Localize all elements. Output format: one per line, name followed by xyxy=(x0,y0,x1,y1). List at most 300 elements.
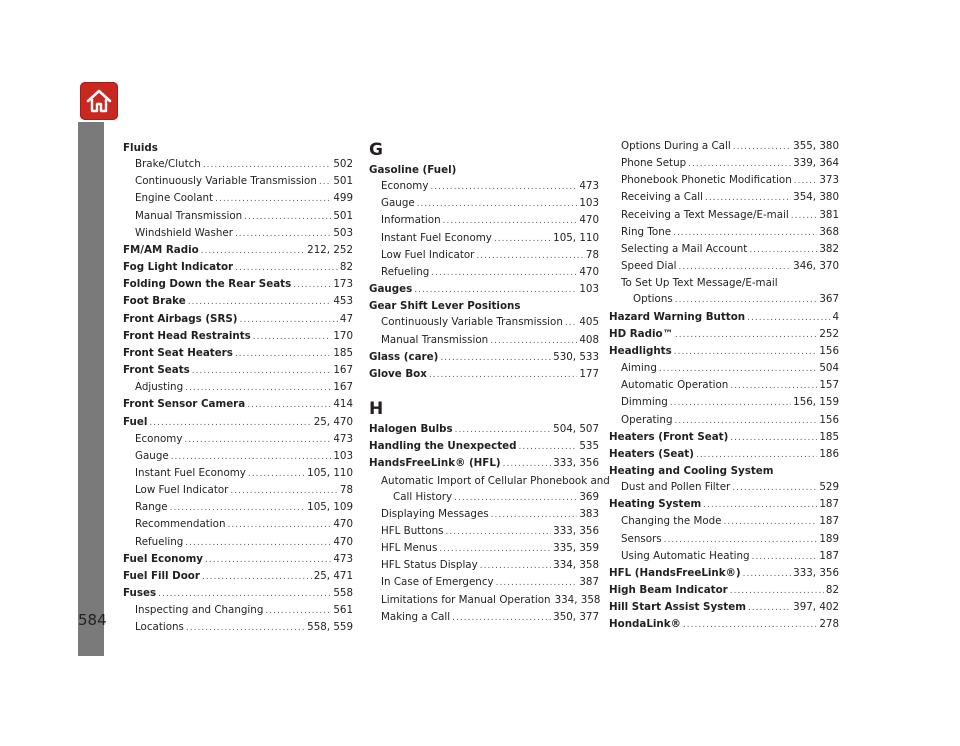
dot-leader xyxy=(730,430,817,446)
page-reference-link[interactable]: 333, 356 xyxy=(553,524,599,537)
dot-leader xyxy=(480,558,551,574)
dot-leader xyxy=(743,566,792,582)
index-subentry[interactable] xyxy=(609,241,839,258)
page-reference-link[interactable]: 167 xyxy=(333,381,353,394)
index-entry[interactable] xyxy=(369,438,599,455)
entry-label: HondaLink® xyxy=(609,618,681,631)
page-reference-link[interactable]: 157 xyxy=(819,379,839,392)
page-reference-link[interactable]: 105, 110 xyxy=(553,231,599,244)
page-reference-link[interactable]: 278 xyxy=(819,618,839,631)
page-reference-link[interactable]: 339, 364 xyxy=(793,157,839,170)
page-reference-link[interactable]: 334, 358 xyxy=(553,559,599,572)
index-heading: Gasoline (Fuel) xyxy=(369,164,457,176)
entry-label: Range xyxy=(135,501,168,514)
page-reference-link[interactable]: 189 xyxy=(819,532,839,545)
dot-leader xyxy=(670,395,791,411)
index-heading: Gear Shift Lever Positions xyxy=(369,300,521,313)
entry-label: In Case of Emergency xyxy=(381,576,494,589)
page-reference-link[interactable]: 82 xyxy=(339,261,353,274)
entry-label: HFL Buttons xyxy=(381,524,444,537)
index-subentry[interactable] xyxy=(369,314,599,331)
index-entry[interactable] xyxy=(123,362,353,379)
dot-leader xyxy=(748,600,791,616)
entry-label: Recommendation xyxy=(135,518,226,531)
entry-label: Inspecting and Changing xyxy=(135,604,264,617)
entry-label: Making a Call xyxy=(381,610,451,623)
entry-label: Engine Coolant xyxy=(135,192,214,205)
index-entry[interactable] xyxy=(123,276,353,293)
page-reference-link[interactable]: 382 xyxy=(819,242,839,255)
entry-label: Dimming xyxy=(621,396,668,409)
index-entry[interactable] xyxy=(123,396,353,413)
index-entry[interactable] xyxy=(123,328,353,345)
dot-leader xyxy=(565,315,577,331)
page-reference-link[interactable]: 501 xyxy=(333,209,353,222)
page-reference-link[interactable]: 335, 359 xyxy=(553,542,599,555)
index-entry[interactable] xyxy=(123,293,353,310)
dot-leader xyxy=(749,242,817,258)
section-spacer xyxy=(369,383,599,399)
index-entry[interactable] xyxy=(609,599,839,616)
dot-leader xyxy=(455,422,551,438)
index-subentry[interactable] xyxy=(609,155,839,172)
dot-leader xyxy=(293,277,331,293)
page-reference-link[interactable]: 185 xyxy=(333,346,353,359)
dot-leader xyxy=(201,243,305,259)
index-subentry[interactable] xyxy=(369,332,599,349)
dot-leader xyxy=(674,344,818,360)
entry-label: HFL (HandsFreeLink®) xyxy=(609,566,741,579)
dot-leader xyxy=(430,179,577,195)
page-reference-link[interactable]: 405 xyxy=(579,316,599,329)
index-subentry[interactable] xyxy=(369,574,599,591)
home-icon xyxy=(85,88,113,114)
index-subentry[interactable] xyxy=(609,531,839,548)
page-reference-link[interactable]: 177 xyxy=(579,367,599,380)
page-reference-link[interactable]: 103 xyxy=(579,283,599,296)
dot-leader xyxy=(724,514,818,530)
dot-leader xyxy=(675,327,817,343)
entry-label: Speed Dial xyxy=(621,260,677,273)
dot-leader xyxy=(244,209,331,225)
dot-leader xyxy=(431,265,577,281)
entry-label: Front Seats xyxy=(123,364,190,377)
page-reference-link[interactable]: 367 xyxy=(819,293,839,306)
page-reference-link[interactable]: 470 xyxy=(579,214,599,227)
index-entry[interactable] xyxy=(369,421,599,438)
page-reference-link[interactable]: 408 xyxy=(579,333,599,346)
index-subentry[interactable] xyxy=(609,548,839,565)
entry-label: Windshield Washer xyxy=(135,226,233,239)
index-entry[interactable] xyxy=(609,343,839,360)
page-reference-link[interactable]: 354, 380 xyxy=(793,191,839,204)
index-subentry[interactable] xyxy=(369,178,599,195)
page-reference-link[interactable]: 373 xyxy=(819,174,839,187)
dot-leader xyxy=(192,363,332,379)
entry-label: Economy xyxy=(135,432,183,445)
section-letter: H xyxy=(369,399,384,420)
page-reference-link[interactable]: 334, 358 xyxy=(554,593,601,606)
index-subentry[interactable] xyxy=(123,431,353,448)
dot-leader xyxy=(230,483,337,499)
index-entry[interactable] xyxy=(609,496,839,513)
dot-leader xyxy=(215,191,331,207)
dot-leader xyxy=(188,294,332,310)
index-subentry[interactable] xyxy=(123,534,353,551)
page-reference-link[interactable]: 167 xyxy=(333,364,353,377)
index-subentry[interactable] xyxy=(609,224,839,241)
page-reference-link[interactable]: 558, 559 xyxy=(307,621,353,634)
index-subentry[interactable] xyxy=(609,258,839,275)
page-reference-link[interactable]: 252 xyxy=(819,327,839,340)
index-heading: Heating and Cooling System xyxy=(609,464,774,477)
index-subentry[interactable] xyxy=(369,609,599,626)
page-reference-link[interactable]: 561 xyxy=(333,604,353,617)
index-entry[interactable] xyxy=(609,565,839,582)
index-subentry[interactable] xyxy=(123,516,353,533)
dot-leader xyxy=(730,583,824,599)
entry-label: Glass (care) xyxy=(369,350,439,363)
dot-leader xyxy=(673,225,817,241)
entry-label: Sensors xyxy=(621,532,662,545)
dot-leader xyxy=(429,367,577,383)
dot-leader xyxy=(248,466,305,482)
dot-leader xyxy=(185,380,331,396)
index-column-3 xyxy=(609,138,839,634)
dot-leader xyxy=(794,173,818,189)
index-subentry[interactable] xyxy=(609,513,839,530)
page-reference-link[interactable]: 470 xyxy=(579,265,599,278)
entry-label: Glove Box xyxy=(369,367,427,380)
entry-label: Phonebook Phonetic Modification xyxy=(621,174,792,187)
index-subentry[interactable] xyxy=(123,173,353,190)
page-reference-link[interactable]: 25, 470 xyxy=(313,415,353,428)
dot-leader xyxy=(454,490,577,506)
index-subentry[interactable] xyxy=(369,506,599,523)
index-subentry[interactable] xyxy=(369,264,599,281)
dot-leader xyxy=(747,310,830,326)
index-subentry-label: To Set Up Text Message/E-mail xyxy=(621,277,778,290)
index-subentry[interactable] xyxy=(123,619,353,636)
index-subentry[interactable] xyxy=(123,448,353,465)
index-subentry[interactable] xyxy=(123,225,353,242)
index-subentry[interactable] xyxy=(123,190,353,207)
index-entry[interactable] xyxy=(369,366,599,383)
dot-leader xyxy=(205,552,331,568)
dot-leader xyxy=(202,569,312,585)
dot-leader xyxy=(184,432,331,448)
page-reference-link[interactable]: 25, 471 xyxy=(313,569,353,582)
entry-label: Changing the Mode xyxy=(621,515,722,528)
dot-leader xyxy=(235,260,338,276)
page-reference-link[interactable]: 501 xyxy=(333,175,353,188)
index-subentry[interactable] xyxy=(123,499,353,516)
index-entry[interactable] xyxy=(369,455,599,472)
entry-label: Front Head Restraints xyxy=(123,329,251,342)
entry-label: Refueling xyxy=(381,265,430,278)
sidebar-label: Index xyxy=(153,712,166,746)
index-entry[interactable] xyxy=(123,568,353,585)
index-subentry[interactable] xyxy=(123,465,353,482)
entry-label: Heaters (Front Seat) xyxy=(609,430,729,443)
index-entry[interactable] xyxy=(609,582,839,599)
page-reference-link[interactable]: 105, 109 xyxy=(307,501,353,514)
page-reference-link[interactable]: 503 xyxy=(333,226,353,239)
entry-label: Economy xyxy=(381,180,429,193)
entry-label: FM/AM Radio xyxy=(123,243,199,256)
index-entry[interactable] xyxy=(123,259,353,276)
dot-leader xyxy=(185,535,331,551)
entry-label: Using Automatic Heating xyxy=(621,549,750,562)
entry-label: Options xyxy=(633,293,673,306)
page-reference-link[interactable]: 473 xyxy=(333,432,353,445)
dot-leader xyxy=(679,259,792,275)
dot-leader xyxy=(664,532,818,548)
page-reference-link[interactable]: 105, 110 xyxy=(307,466,353,479)
page-reference-link[interactable]: 387 xyxy=(579,576,599,589)
dot-leader xyxy=(519,439,578,455)
page-reference-link[interactable]: 369 xyxy=(579,490,599,503)
page-reference-link[interactable]: 212, 252 xyxy=(307,243,353,256)
page-reference-link[interactable]: 187 xyxy=(819,549,839,562)
entry-label: Fuel Economy xyxy=(123,552,204,565)
entry-label: Gauge xyxy=(135,449,169,462)
entry-label: Receiving a Call xyxy=(621,191,703,204)
dot-leader xyxy=(752,549,818,565)
dot-leader xyxy=(171,449,332,465)
page-reference-link[interactable]: 355, 380 xyxy=(793,140,839,152)
page-reference-link[interactable]: 414 xyxy=(333,398,353,411)
entry-label: Dust and Pollen Filter xyxy=(621,481,731,494)
dot-leader xyxy=(265,603,331,619)
section-letter: G xyxy=(369,140,383,160)
dot-leader xyxy=(496,575,578,591)
entry-label: Instant Fuel Economy xyxy=(135,466,246,479)
dot-leader xyxy=(446,524,552,540)
index-subentry[interactable] xyxy=(369,247,599,264)
index-subentry[interactable] xyxy=(609,138,839,155)
index-subentry[interactable] xyxy=(369,592,599,609)
entry-label: Information xyxy=(381,214,441,227)
entry-label: Heaters (Seat) xyxy=(609,447,694,460)
home-button[interactable] xyxy=(80,82,118,120)
index-entry[interactable] xyxy=(369,349,599,366)
dot-leader xyxy=(491,507,578,523)
index-entry[interactable] xyxy=(123,311,353,328)
entry-label: Limitations for Manual Operation xyxy=(381,593,551,606)
page-reference-link[interactable]: 82 xyxy=(825,584,839,597)
page-reference-link[interactable]: 473 xyxy=(579,180,599,193)
index-subentry[interactable] xyxy=(369,195,599,212)
entry-label: Locations xyxy=(135,621,184,634)
entry-label: Selecting a Mail Account xyxy=(621,242,748,255)
dot-leader xyxy=(674,413,817,429)
dot-leader xyxy=(452,610,551,626)
page-reference-link[interactable]: 502 xyxy=(333,158,353,171)
dot-leader xyxy=(203,157,332,173)
dot-leader xyxy=(696,447,817,463)
index-entry[interactable] xyxy=(123,414,353,431)
dot-leader xyxy=(158,586,331,602)
dot-leader xyxy=(659,361,817,377)
entry-label: Low Fuel Indicator xyxy=(135,484,229,497)
page-reference-link[interactable]: 504 xyxy=(819,362,839,375)
dot-leader xyxy=(227,517,331,533)
page-reference-link[interactable]: 453 xyxy=(333,295,353,308)
dot-leader xyxy=(730,378,817,394)
index-subentry[interactable] xyxy=(609,412,839,429)
dot-leader xyxy=(235,226,331,242)
entry-label: Fuel xyxy=(123,415,148,428)
page-reference-link[interactable]: 333, 356 xyxy=(553,457,599,470)
page-reference-link[interactable]: 397, 402 xyxy=(793,601,839,614)
page-reference-link[interactable]: 529 xyxy=(819,481,839,494)
page-reference-link[interactable]: 381 xyxy=(819,208,839,221)
page-reference-link[interactable]: 473 xyxy=(333,552,353,565)
entry-label: Receiving a Text Message/E-mail xyxy=(621,208,789,221)
page-reference-link[interactable]: 346, 370 xyxy=(793,260,839,273)
entry-label: Fuel Fill Door xyxy=(123,569,200,582)
page-reference-link[interactable]: 185 xyxy=(819,430,839,443)
dot-leader xyxy=(414,282,577,298)
index-entry[interactable] xyxy=(609,429,839,446)
page-reference-link[interactable]: 78 xyxy=(585,248,599,261)
index-entry[interactable] xyxy=(123,585,353,602)
page-reference-link[interactable]: 156 xyxy=(819,413,839,426)
index-subentry[interactable] xyxy=(609,291,839,308)
page-reference-link[interactable]: 368 xyxy=(819,225,839,238)
index-subentry[interactable] xyxy=(123,208,353,225)
page-reference-link[interactable]: 470 xyxy=(333,535,353,548)
page-reference-link[interactable]: 47 xyxy=(339,312,353,325)
dot-leader xyxy=(732,480,817,496)
index-subentry[interactable] xyxy=(609,377,839,394)
index-subentry[interactable] xyxy=(609,479,839,496)
entry-label: Gauges xyxy=(369,283,413,296)
page-reference-link[interactable]: 103 xyxy=(579,197,599,210)
entry-label: Brake/Clutch xyxy=(135,158,201,171)
dot-leader xyxy=(688,156,791,172)
entry-label: Headlights xyxy=(609,344,672,357)
dot-leader xyxy=(476,248,583,264)
page-reference-link[interactable]: 173 xyxy=(333,278,353,291)
index-subentry[interactable] xyxy=(609,207,839,224)
index-subentry[interactable] xyxy=(609,394,839,411)
entry-label: Phone Setup xyxy=(621,157,687,170)
entry-label: Front Airbags (SRS) xyxy=(123,312,238,325)
entry-label: Low Fuel Indicator xyxy=(381,248,475,261)
entry-label: Call History xyxy=(393,490,453,503)
index-subentry[interactable] xyxy=(609,360,839,377)
page-reference-link[interactable]: 499 xyxy=(333,192,353,205)
index-entry[interactable] xyxy=(123,242,353,259)
index-subentry[interactable] xyxy=(369,523,599,540)
dot-leader xyxy=(417,196,578,212)
dot-leader xyxy=(494,231,551,247)
entry-label: HandsFreeLink® (HFL) xyxy=(369,457,501,470)
index-subentry[interactable] xyxy=(369,212,599,229)
index-subentry[interactable] xyxy=(123,379,353,396)
page-reference-link[interactable]: 156, 159 xyxy=(793,396,839,409)
entry-label: Displaying Messages xyxy=(381,507,489,520)
dot-leader xyxy=(443,213,578,229)
dot-leader xyxy=(490,333,577,349)
index-entry[interactable] xyxy=(609,309,839,326)
entry-label: Options During a Call xyxy=(621,140,731,152)
index-entry[interactable] xyxy=(369,281,599,298)
page-reference-link[interactable]: 530, 533 xyxy=(553,350,599,363)
dot-leader xyxy=(791,208,818,224)
entry-label: Foot Brake xyxy=(123,295,186,308)
dot-leader xyxy=(149,415,311,431)
dot-leader xyxy=(675,292,818,308)
entry-label: Continuously Variable Transmission xyxy=(381,316,563,329)
page-reference-link[interactable]: 558 xyxy=(333,587,353,600)
index-entry[interactable] xyxy=(123,551,353,568)
page-reference-link[interactable]: 78 xyxy=(339,484,353,497)
page-reference-link[interactable]: 187 xyxy=(819,515,839,528)
page-reference-link[interactable]: 103 xyxy=(333,449,353,462)
index-subentry[interactable] xyxy=(123,156,353,173)
page-reference-link[interactable]: 333, 356 xyxy=(793,566,839,579)
dot-leader xyxy=(503,456,552,472)
index-subentry[interactable] xyxy=(123,482,353,499)
dot-leader xyxy=(186,620,305,636)
page-reference-link[interactable]: 186 xyxy=(819,447,839,460)
entry-label: Fuses xyxy=(123,587,157,600)
index-heading: Fluids xyxy=(123,142,158,154)
page-reference-link[interactable]: 504, 507 xyxy=(553,423,599,436)
entry-label: HD Radio™ xyxy=(609,327,673,340)
entry-label: HFL Menus xyxy=(381,542,438,555)
index-subentry[interactable] xyxy=(369,489,599,506)
page-reference-link[interactable]: 4 xyxy=(832,310,839,323)
entry-label: Automatic Operation xyxy=(621,379,729,392)
dot-leader xyxy=(247,397,331,413)
entry-label: Folding Down the Rear Seats xyxy=(123,278,292,291)
dot-leader xyxy=(253,329,332,345)
page-reference-link[interactable]: 350, 377 xyxy=(553,610,599,623)
index-entry[interactable] xyxy=(609,326,839,343)
entry-label: Hill Start Assist System xyxy=(609,601,746,614)
index-subentry[interactable] xyxy=(609,189,839,206)
index-entry[interactable] xyxy=(609,616,839,633)
entry-label: Instant Fuel Economy xyxy=(381,231,492,244)
entry-label: Refueling xyxy=(135,535,184,548)
page-reference-link[interactable]: 470 xyxy=(333,518,353,531)
page-reference-link[interactable]: 383 xyxy=(579,507,599,520)
index-subentry[interactable] xyxy=(609,172,839,189)
page-reference-link[interactable]: 187 xyxy=(819,498,839,511)
entry-label: Manual Transmission xyxy=(381,333,489,346)
page-reference-link[interactable]: 535 xyxy=(579,440,599,453)
entry-label: Adjusting xyxy=(135,381,184,394)
index-subentry[interactable] xyxy=(369,540,599,557)
index-column-1 xyxy=(123,140,353,637)
entry-label: Handling the Unexpected xyxy=(369,440,517,453)
entry-label: Aiming xyxy=(621,362,657,375)
dot-leader xyxy=(683,617,817,633)
index-subentry[interactable] xyxy=(123,602,353,619)
index-subentry[interactable] xyxy=(369,557,599,574)
page-reference-link[interactable]: 156 xyxy=(819,344,839,357)
index-entry[interactable] xyxy=(123,345,353,362)
index-subentry[interactable] xyxy=(369,230,599,247)
page-reference-link[interactable]: 170 xyxy=(333,329,353,342)
index-entry[interactable] xyxy=(609,446,839,463)
entry-label: High Beam Indicator xyxy=(609,584,728,597)
dot-leader xyxy=(240,312,338,328)
